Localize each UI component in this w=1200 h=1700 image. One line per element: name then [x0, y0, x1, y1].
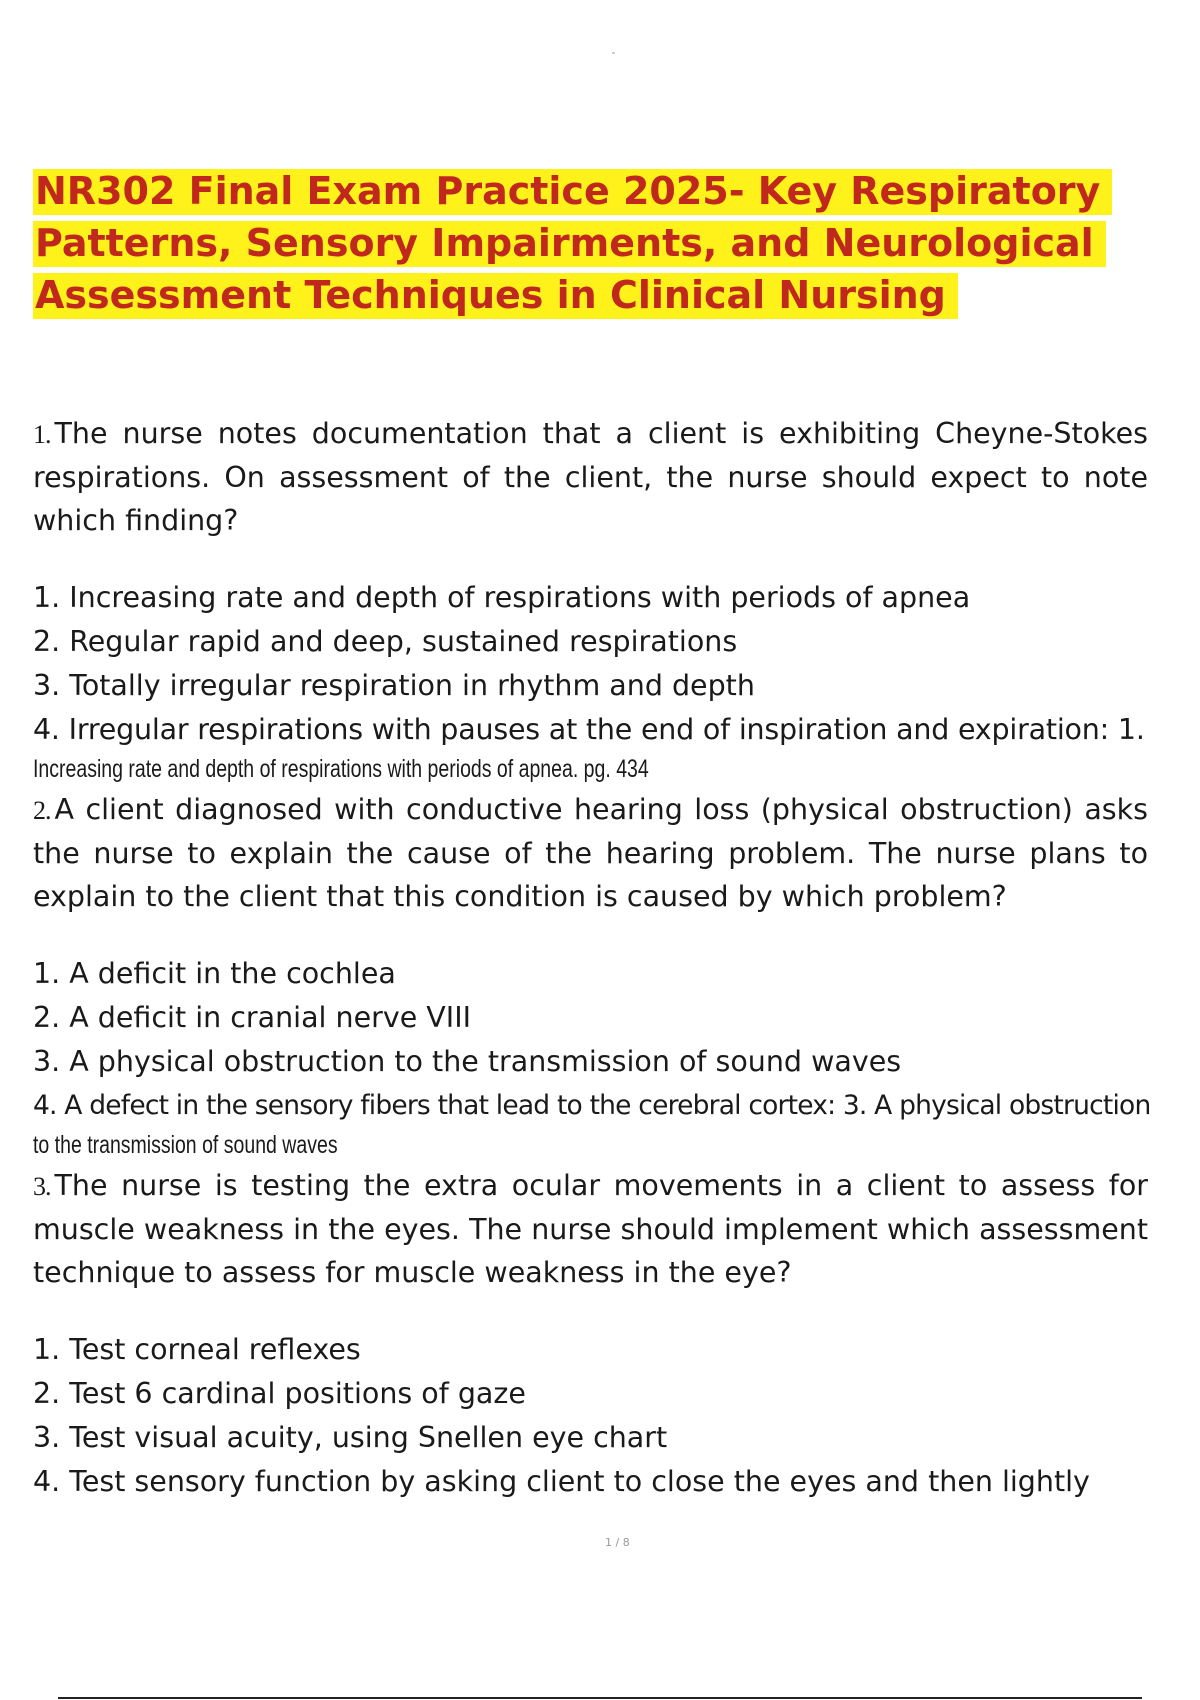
question-text — [33, 1164, 1148, 1294]
option-3: 3. A physical obstruction to the transmission of sound waves — [33, 1045, 902, 1078]
option-4: 4. Irregular respirations with pauses at the end of inspiration and expiration: 1. — [33, 713, 1145, 746]
question-number: 2. — [33, 796, 51, 825]
question-body: The nurse notes documentation that a client is exhibiting Cheyne-Stokes respirations. On assessment of the client, the nurse should expect to note which finding? — [33, 417, 1148, 537]
option-1: 1. Increasing rate and depth of respirations with periods of apnea — [33, 581, 971, 614]
option-4: 4. Test sensory function by asking client to close the eyes and then lightly — [33, 1465, 1090, 1498]
option-2: 2. Test 6 cardinal positions of gaze — [33, 1377, 526, 1410]
question-2 — [33, 788, 1193, 1164]
answer-options — [33, 576, 1193, 752]
document-title — [33, 165, 1173, 321]
title-highlight: NR302 Final Exam Practice 2025- Key Respiratory Patterns, Sensory Impairments, and Neurological Assessment Techniques in Clinical Nursing — [33, 169, 1112, 319]
answer-options — [33, 952, 1193, 1128]
answer-options — [33, 1328, 1193, 1504]
option-1: 1. A deficit in the cochlea — [33, 957, 396, 990]
question-body: The nurse is testing the extra ocular movements in a client to assess for muscle weakness in the eyes. The nurse should implement which assessment technique to assess for muscle weakness in the eye? — [33, 1169, 1148, 1289]
answer-explanation: to the transmission of sound waves — [33, 1131, 338, 1159]
question-body: A client diagnosed with conductive hearing loss (physical obstruction) asks the nurse to explain the cause of the hearing problem. The nurse plans to explain to the client that this condition is caused by which problem? — [33, 793, 1148, 913]
question-text — [33, 788, 1148, 918]
scan-artifact-dot — [612, 52, 615, 54]
option-2: 2. Regular rapid and deep, sustained respirations — [33, 625, 738, 658]
question-text — [33, 412, 1148, 542]
page-number: 1 / 8 — [605, 1536, 630, 1549]
option-1: 1. Test corneal reflexes — [33, 1333, 361, 1366]
answer-explanation: Increasing rate and depth of respirations with periods of apnea. pg. 434 — [33, 755, 649, 783]
option-3: 3. Test visual acuity, using Snellen eye chart — [33, 1421, 668, 1454]
question-number: 1. — [33, 420, 51, 449]
question-number: 3. — [33, 1172, 51, 1201]
questions-content — [33, 412, 1193, 1504]
footer-divider — [58, 1697, 1142, 1699]
question-3 — [33, 1164, 1193, 1504]
option-3: 3. Totally irregular respiration in rhythm and depth — [33, 669, 755, 702]
option-2: 2. A deficit in cranial nerve VIII — [33, 1001, 472, 1034]
question-1 — [33, 412, 1193, 788]
option-4: 4. A defect in the sensory fibers that lead to the cerebral cortex: 3. A physical obstruction — [33, 1090, 1151, 1121]
